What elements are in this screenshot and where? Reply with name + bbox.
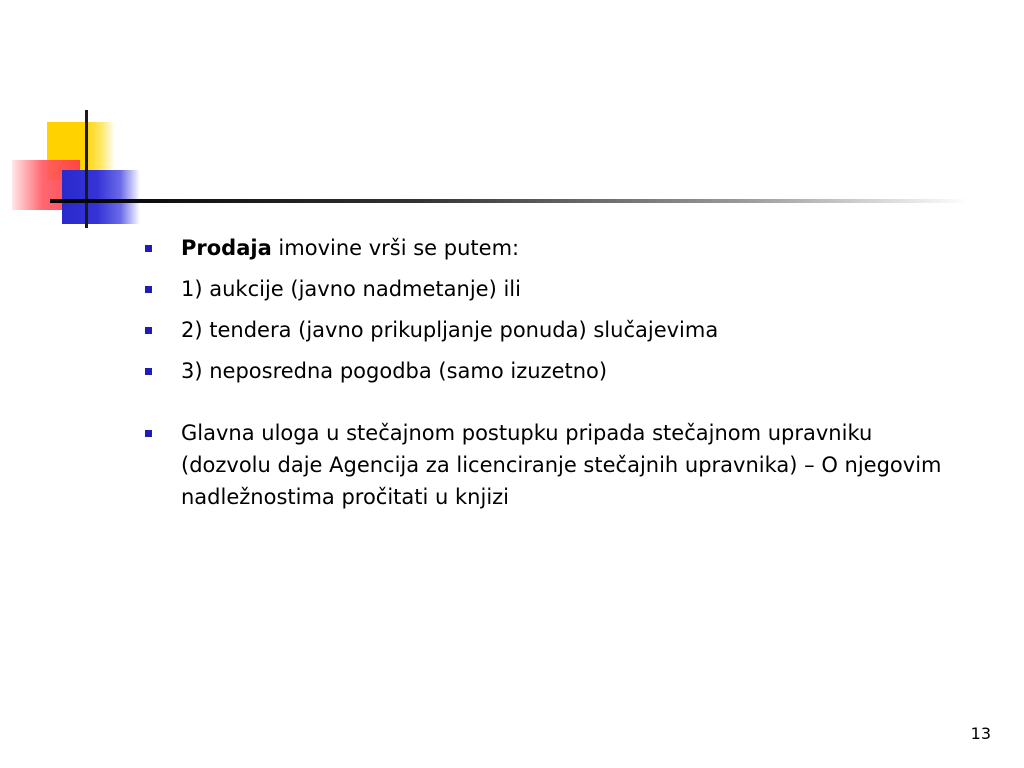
bullet-text: 2) tendera (javno prikupljanje ponuda) slučajevima — [181, 318, 719, 342]
bullet-text: imovine vrši se putem: — [271, 236, 520, 260]
square-bullet-icon — [145, 245, 152, 252]
bullet-item — [145, 314, 945, 346]
page-number: 13 — [970, 724, 991, 743]
square-bullet-icon — [145, 430, 152, 437]
bullet-text: 1) aukcije (javno nadmetanje) ili — [181, 277, 521, 301]
bullet-item — [145, 232, 945, 264]
title-divider-line — [50, 199, 970, 203]
square-bullet-icon — [145, 286, 152, 293]
logo-blue-square — [62, 170, 140, 224]
bullet-item — [145, 273, 945, 305]
bullet-text: 3) neposredna pogodba (samo izuzetno) — [181, 359, 608, 383]
slide-content — [145, 232, 945, 522]
bullet-text: Glavna uloga u stečajnom postupku pripada stečajnom upravniku (dozvolu daje Agencija za licenciranje stečajnih upravnika) – O njegovim nadležnostima pročitati u knjizi — [181, 421, 942, 509]
square-bullet-icon — [145, 368, 152, 375]
bullet-item — [145, 417, 945, 513]
bullet-list — [145, 232, 945, 513]
bullet-item — [145, 355, 945, 387]
logo-vertical-line — [85, 110, 88, 228]
bullet-bold-text: Prodaja — [181, 236, 272, 260]
square-bullet-icon — [145, 327, 152, 334]
